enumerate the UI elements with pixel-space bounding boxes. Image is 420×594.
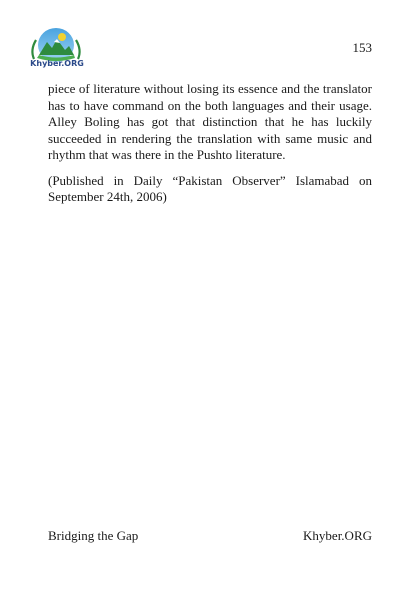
footer-book-title: Bridging the Gap <box>48 528 139 543</box>
logo-text: Khyber.ORG <box>30 59 84 68</box>
page-footer <box>48 528 372 544</box>
body-paragraph: piece of literature without losing its essence and the translator has to have command on the both languages and their usage. Alley Boling has got that distinction that he has luckily succeeded in rendering the translation with same music and rhythm that was there in the Pushto literature. <box>48 81 372 162</box>
page-number: 153 <box>352 40 372 55</box>
page-body <box>48 81 372 215</box>
footer-site-name: Khyber.ORG <box>303 528 372 543</box>
publication-note: (Published in Daily “Pakistan Observer” Islamabad on September 24th, 2006) <box>48 172 372 204</box>
